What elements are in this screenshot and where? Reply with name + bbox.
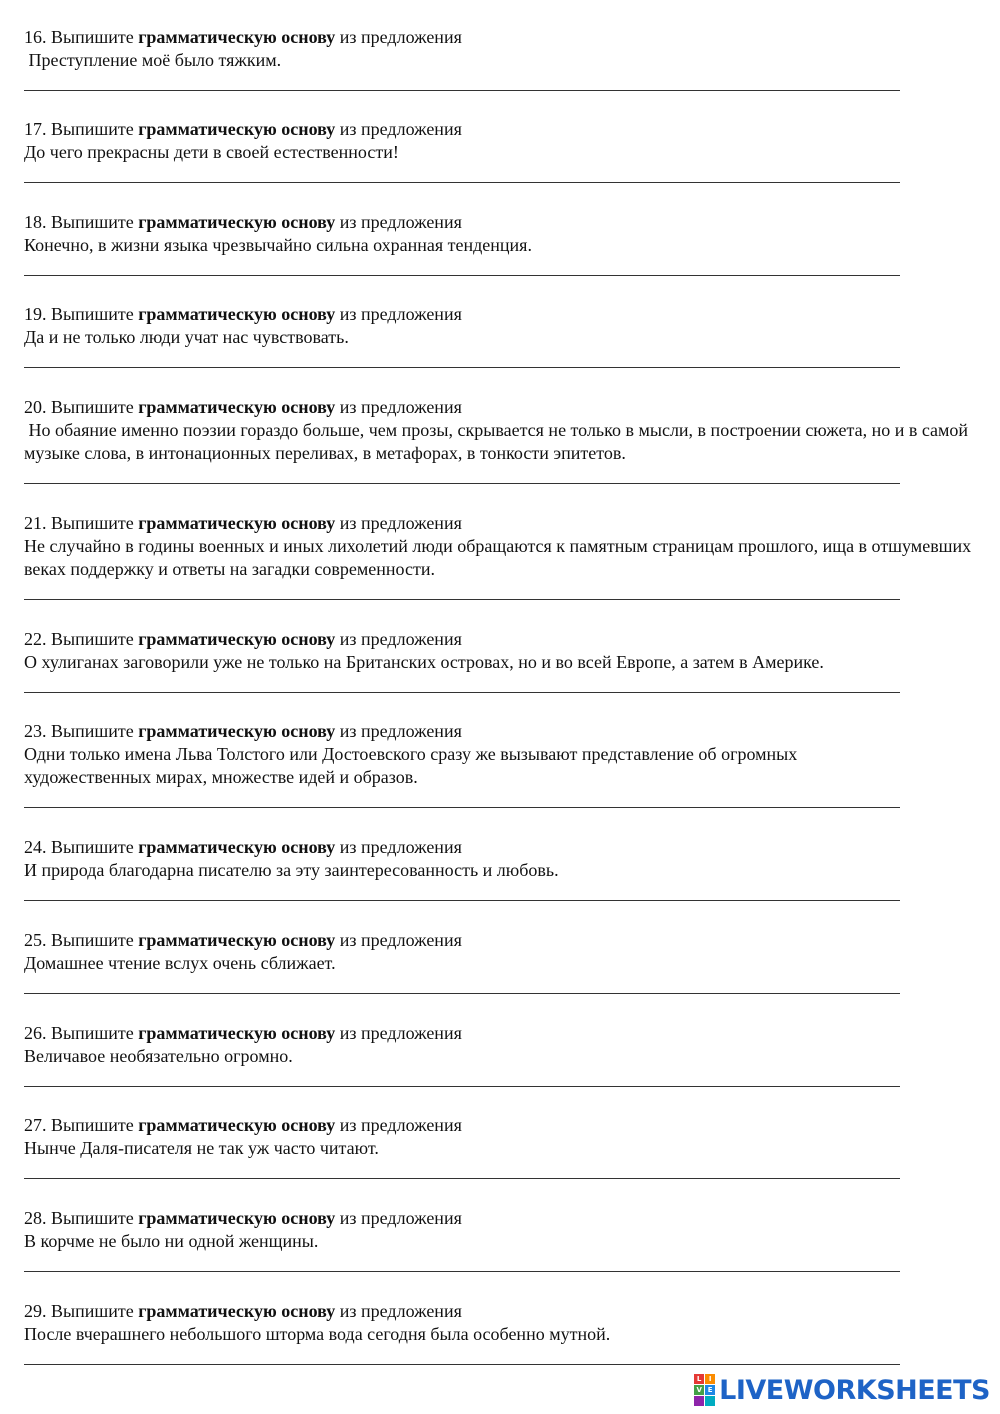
prompt-text: Выпишите: [51, 1023, 134, 1043]
prompt-text: из предложения: [339, 212, 462, 232]
task-number: 25.: [24, 930, 47, 950]
prompt-emphasis: грамматическую основу: [138, 721, 336, 741]
task-sentence: Величавое необязательно огромно.: [24, 1046, 293, 1066]
task-number: 29.: [24, 1301, 47, 1321]
prompt-emphasis: грамматическую основу: [138, 1301, 336, 1321]
task-sentence: Нынче Даля-писателя не так уж часто читают.: [24, 1138, 379, 1158]
task-sentence: Домашнее чтение вслух очень сближает.: [24, 953, 336, 973]
task-number: 26.: [24, 1023, 47, 1043]
task-16: [24, 26, 984, 72]
task-26: [24, 1022, 984, 1068]
prompt-text: из предложения: [339, 1208, 462, 1228]
prompt-text: Выпишите: [51, 837, 134, 857]
task-prompt: [24, 512, 984, 535]
prompt-emphasis: грамматическую основу: [138, 629, 336, 649]
task-sentence: И природа благодарна писателю за эту заинтересованность и любовь.: [24, 860, 559, 880]
task-sentence: После вчерашнего небольшого шторма вода сегодня была особенно мутной.: [24, 1324, 611, 1344]
prompt-text: Выпишите: [51, 930, 134, 950]
prompt-emphasis: грамматическую основу: [138, 27, 336, 47]
answer-line[interactable]: [24, 367, 900, 368]
answer-line[interactable]: [24, 483, 900, 484]
prompt-emphasis: грамматическую основу: [138, 119, 336, 139]
task-prompt: [24, 118, 984, 141]
task-prompt: [24, 1022, 984, 1045]
task-sentence: Но обаяние именно поэзии гораздо больше, чем прозы, скрывается не только в мысли, в построении сюжета, но и в самой музыке слова, в интонационных переливах, в метафорах, в тонкости эпитетов.: [24, 420, 973, 463]
task-number: 28.: [24, 1208, 47, 1228]
task-prompt: [24, 26, 984, 49]
prompt-emphasis: грамматическую основу: [138, 1115, 336, 1135]
liveworksheets-wordmark: LIVEWORKSHEETS: [719, 1374, 990, 1406]
task-sentence: Одни только имена Льва Толстого или Достоевского сразу же вызывают представление об огромных художественных мирах, множестве идей и образов.: [24, 744, 798, 787]
prompt-text: из предложения: [339, 837, 462, 857]
task-29: [24, 1300, 984, 1346]
mark-cell: V: [694, 1385, 704, 1395]
task-sentence: Да и не только люди учат нас чувствовать.: [24, 327, 349, 347]
task-sentence: До чего прекрасны дети в своей естественности!: [24, 142, 399, 162]
task-number: 27.: [24, 1115, 47, 1135]
task-sentence: Не случайно в годины военных и иных лихолетий люди обращаются к памятным страницам прошлого, ища в отшумевших веках поддержку и ответы на загадки современности.: [24, 536, 972, 579]
task-prompt: [24, 836, 984, 859]
prompt-emphasis: грамматическую основу: [138, 837, 336, 857]
mark-cell: L: [694, 1374, 704, 1384]
task-24: [24, 836, 984, 882]
answer-line[interactable]: [24, 275, 900, 276]
task-number: 17.: [24, 119, 47, 139]
task-prompt: [24, 720, 984, 743]
answer-line[interactable]: [24, 90, 900, 91]
prompt-text: Выпишите: [51, 629, 134, 649]
task-prompt: [24, 211, 984, 234]
prompt-text: из предложения: [339, 1115, 462, 1135]
prompt-text: Выпишите: [51, 397, 134, 417]
task-prompt: [24, 1300, 984, 1323]
prompt-text: Выпишите: [51, 304, 134, 324]
task-prompt: [24, 628, 984, 651]
prompt-text: Выпишите: [51, 1208, 134, 1228]
answer-line[interactable]: [24, 1271, 900, 1272]
prompt-text: Выпишите: [51, 119, 134, 139]
prompt-text: Выпишите: [51, 1301, 134, 1321]
task-number: 24.: [24, 837, 47, 857]
task-number: 21.: [24, 513, 47, 533]
prompt-text: из предложения: [339, 930, 462, 950]
prompt-emphasis: грамматическую основу: [138, 513, 336, 533]
task-prompt: [24, 1114, 984, 1137]
task-25: [24, 929, 984, 975]
prompt-text: Выпишите: [51, 27, 134, 47]
task-sentence: Преступление моё было тяжким.: [24, 50, 282, 70]
task-number: 16.: [24, 27, 47, 47]
prompt-text: из предложения: [339, 1301, 462, 1321]
task-20: [24, 396, 984, 465]
mark-cell: [694, 1396, 704, 1406]
answer-line[interactable]: [24, 692, 900, 693]
task-23: [24, 720, 984, 789]
task-sentence: Конечно, в жизни языка чрезвычайно сильна охранная тенденция.: [24, 235, 532, 255]
answer-line[interactable]: [24, 1364, 900, 1365]
task-number: 22.: [24, 629, 47, 649]
mark-cell: E: [705, 1385, 715, 1395]
task-18: [24, 211, 984, 257]
task-prompt: [24, 929, 984, 952]
prompt-text: из предложения: [339, 119, 462, 139]
prompt-text: Выпишите: [51, 1115, 134, 1135]
prompt-text: Выпишите: [51, 721, 134, 741]
task-17: [24, 118, 984, 164]
task-number: 18.: [24, 212, 47, 232]
prompt-text: из предложения: [339, 304, 462, 324]
prompt-text: Выпишите: [51, 513, 134, 533]
task-prompt: [24, 303, 984, 326]
task-19: [24, 303, 984, 349]
answer-line[interactable]: [24, 1086, 900, 1087]
task-prompt: [24, 396, 984, 419]
answer-line[interactable]: [24, 1178, 900, 1179]
task-22: [24, 628, 984, 674]
liveworksheets-mark-icon: [694, 1374, 715, 1406]
answer-line[interactable]: [24, 599, 900, 600]
task-prompt: [24, 1207, 984, 1230]
prompt-text: из предложения: [339, 629, 462, 649]
mark-cell: I: [705, 1374, 715, 1384]
task-sentence: В корчме не было ни одной женщины.: [24, 1231, 319, 1251]
task-sentence: О хулиганах заговорили уже не только на Британских островах, но и во всей Европе, а затем в Америке.: [24, 652, 824, 672]
prompt-text: Выпишите: [51, 212, 134, 232]
prompt-emphasis: грамматическую основу: [138, 212, 336, 232]
answer-line[interactable]: [24, 900, 900, 901]
answer-line[interactable]: [24, 993, 900, 994]
answer-line[interactable]: [24, 807, 900, 808]
prompt-text: из предложения: [339, 721, 462, 741]
task-number: 23.: [24, 721, 47, 741]
prompt-text: из предложения: [339, 513, 462, 533]
prompt-text: из предложения: [339, 1023, 462, 1043]
task-number: 19.: [24, 304, 47, 324]
prompt-emphasis: грамматическую основу: [138, 304, 336, 324]
task-27: [24, 1114, 984, 1160]
prompt-emphasis: грамматическую основу: [138, 397, 336, 417]
liveworksheets-logo[interactable]: [694, 1372, 990, 1408]
task-number: 20.: [24, 397, 47, 417]
prompt-emphasis: грамматическую основу: [138, 1023, 336, 1043]
task-28: [24, 1207, 984, 1253]
prompt-emphasis: грамматическую основу: [138, 1208, 336, 1228]
mark-cell: [705, 1396, 715, 1406]
answer-line[interactable]: [24, 182, 900, 183]
prompt-text: из предложения: [339, 397, 462, 417]
prompt-emphasis: грамматическую основу: [138, 930, 336, 950]
prompt-text: из предложения: [339, 27, 462, 47]
task-21: [24, 512, 984, 581]
